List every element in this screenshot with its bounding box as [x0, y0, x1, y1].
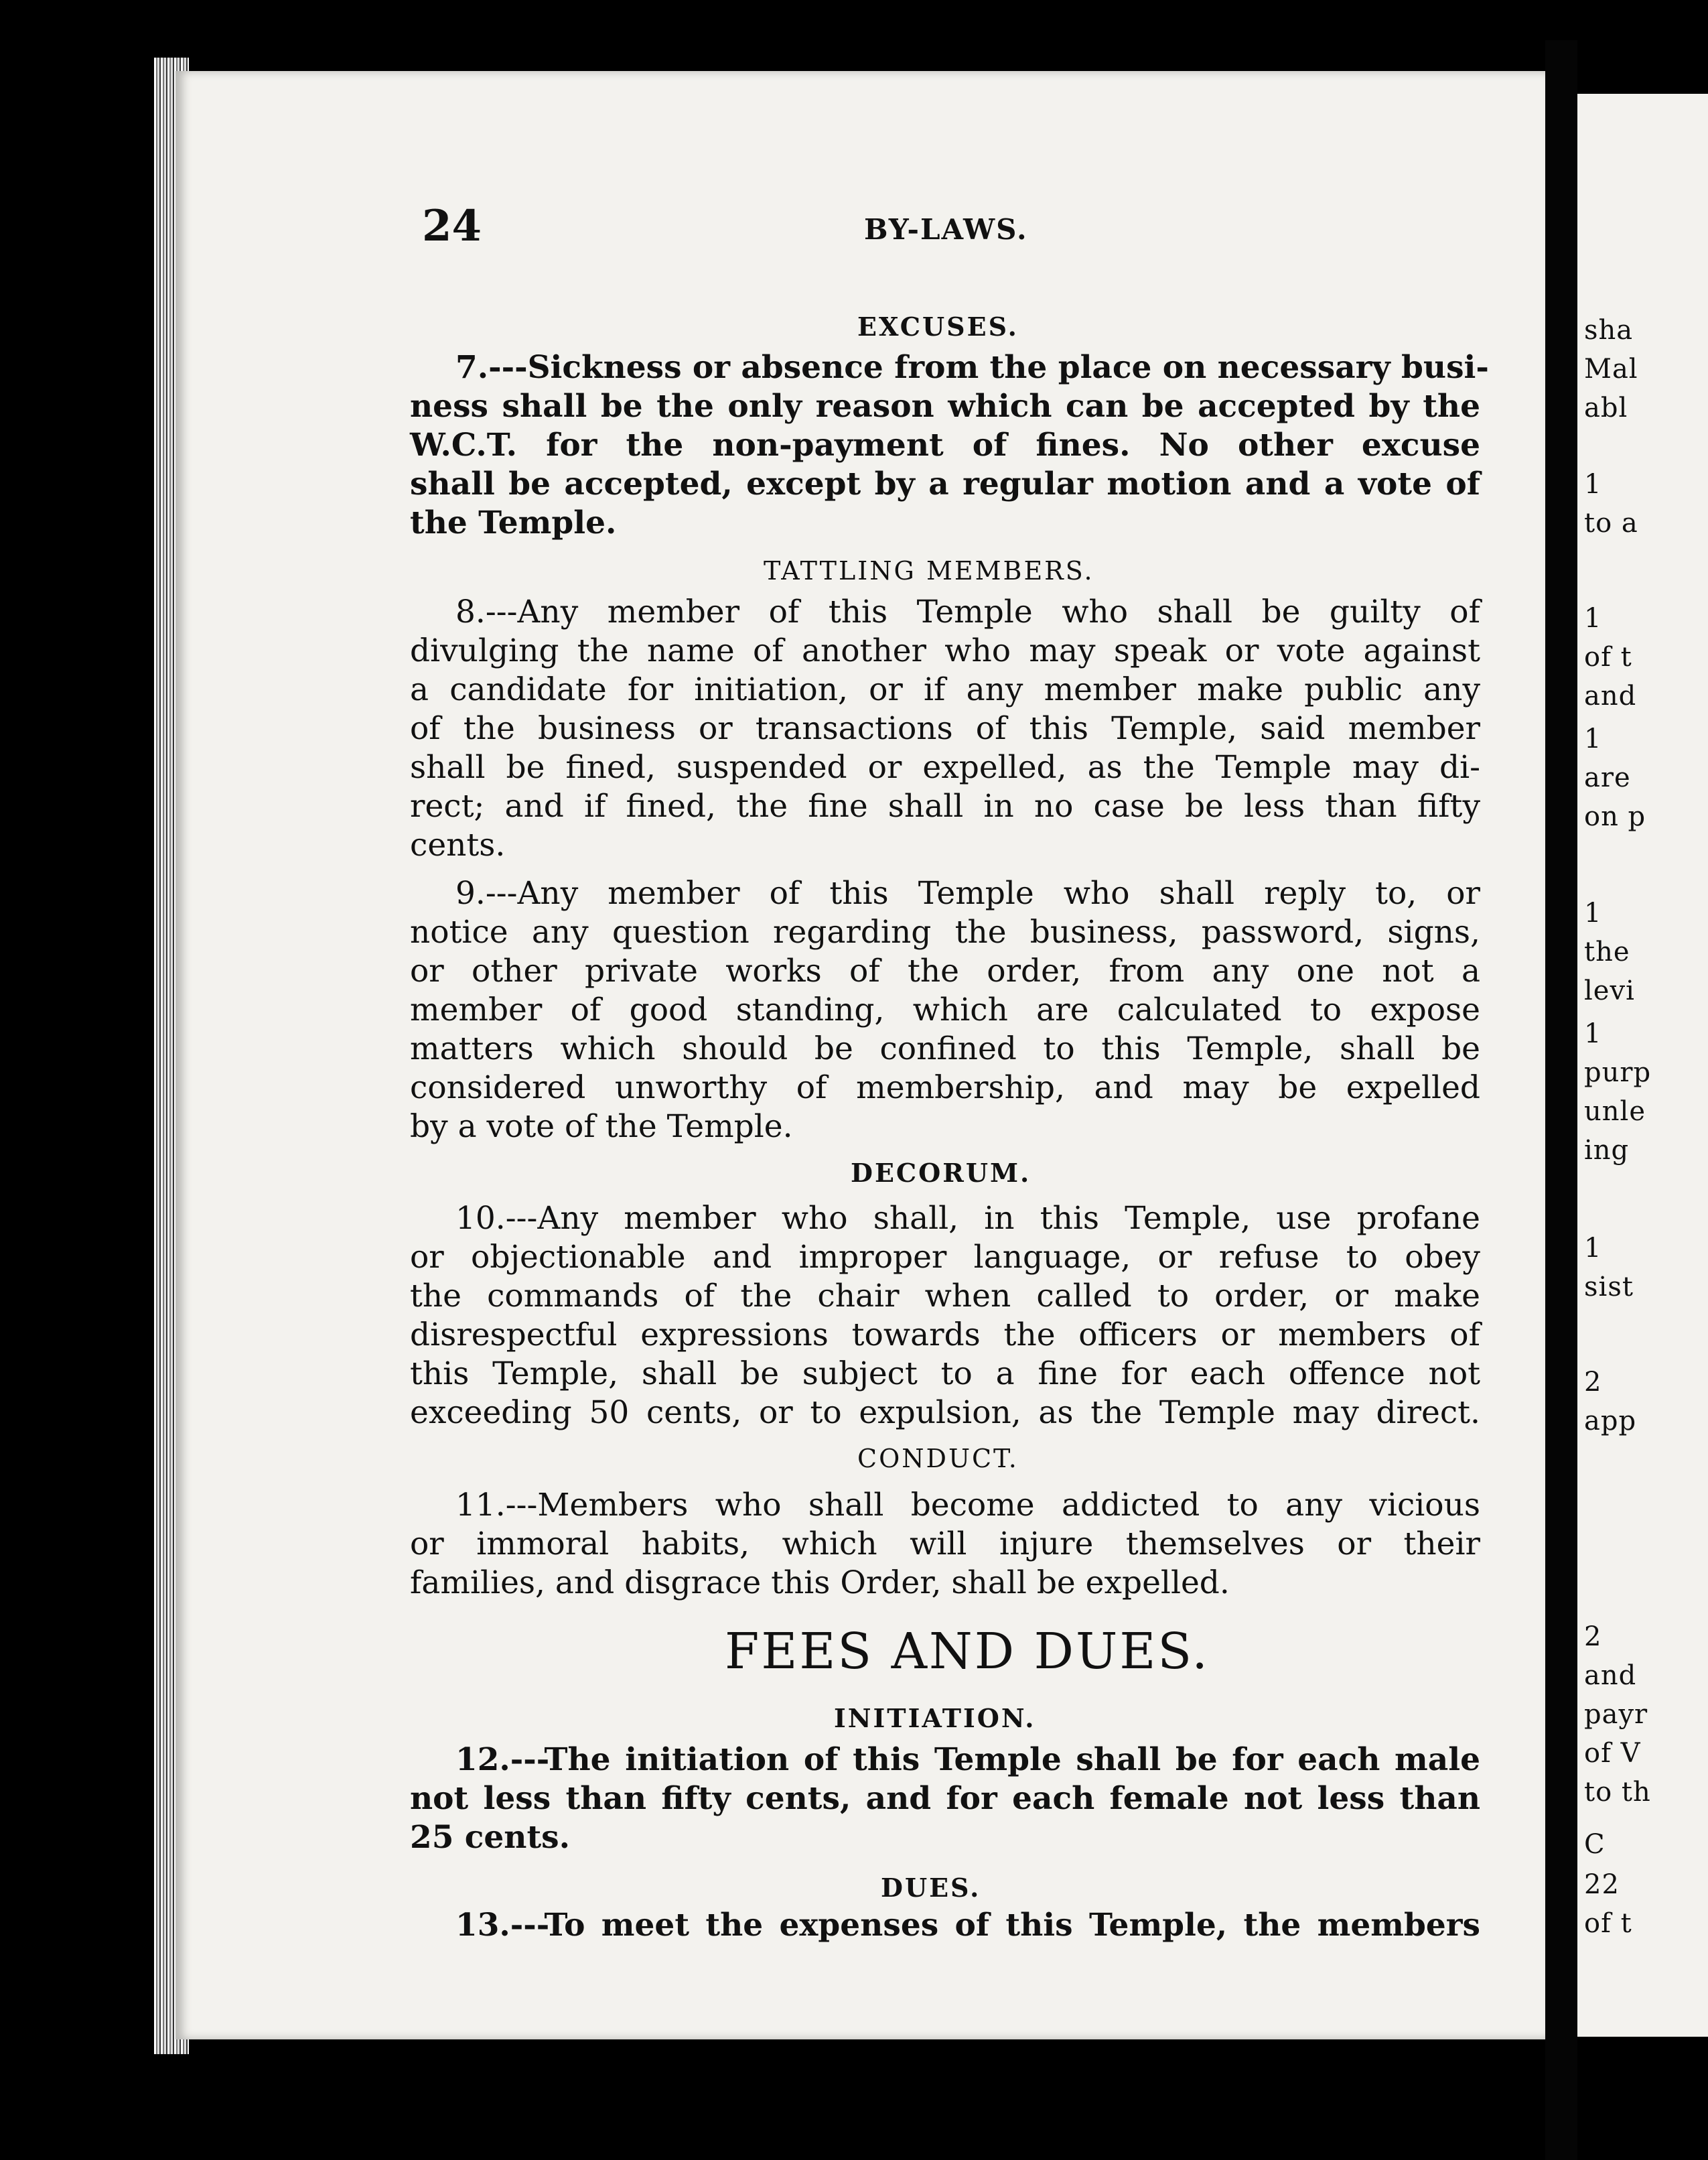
right-line: purp: [1584, 1057, 1652, 1088]
text-line: W.C.T. for the non-payment of fines. No other excuse: [410, 427, 1480, 464]
text-line: exceeding 50 cents, or to expulsion, as the Temple may direct.: [410, 1394, 1480, 1431]
right-line: sha: [1584, 315, 1634, 346]
text-line: 9.---Any member of this Temple who shall reply to, or: [455, 875, 1480, 912]
right-line: 2: [1584, 1367, 1602, 1398]
right-line: of V: [1584, 1738, 1641, 1769]
page-number: 24: [422, 201, 482, 251]
right-line: ing: [1584, 1135, 1630, 1166]
right-line: 1: [1584, 898, 1602, 929]
text-line: 13.---To meet the expenses of this Temple, the members: [455, 1907, 1480, 1944]
major-heading: FEES AND DUES.: [725, 1623, 1210, 1680]
right-line: levi: [1584, 975, 1635, 1006]
text-line: by a vote of the Temple.: [410, 1108, 793, 1145]
right-line: of t: [1584, 1908, 1632, 1939]
right-line: C: [1584, 1829, 1606, 1860]
text-line: this Temple, shall be subject to a fine for each offence not: [410, 1355, 1480, 1392]
book-gutter: [1545, 40, 1577, 2160]
text-line: shall be accepted, except by a regular motion and a vote of: [410, 466, 1480, 502]
right-line: Mal: [1584, 354, 1638, 385]
right-line: of t: [1584, 642, 1632, 673]
text-line: 7.---Sickness or absence from the place on necessary busi-: [455, 349, 1489, 386]
right-line: 1: [1584, 1233, 1602, 1264]
right-line: are: [1584, 762, 1631, 793]
right-line: 22: [1584, 1869, 1620, 1900]
text-line: cents.: [410, 827, 506, 864]
text-line: rect; and if fined, the fine shall in no case be less than fifty: [410, 788, 1480, 825]
text-line: disrespectful expressions towards the officers or members of: [410, 1317, 1480, 1353]
right-line: 2: [1584, 1621, 1602, 1652]
text-line: 12.---The initiation of this Temple shall be for each male: [455, 1741, 1480, 1778]
right-line: 1: [1584, 724, 1602, 754]
right-line: unle: [1584, 1096, 1646, 1127]
right-line: abl: [1584, 393, 1628, 423]
right-line: the: [1584, 937, 1630, 967]
right-line: app: [1584, 1406, 1637, 1436]
text-line: member of good standing, which are calculated to expose: [410, 992, 1480, 1028]
text-line: shall be fined, suspended or expelled, as the Temple may di-: [410, 749, 1480, 786]
text-line: or other private works of the order, from any one not a: [410, 953, 1480, 990]
right-line: payr: [1584, 1699, 1648, 1730]
text-line: families, and disgrace this Order, shall be expelled.: [410, 1564, 1230, 1601]
text-line: the commands of the chair when called to order, or make: [410, 1278, 1480, 1314]
right-line: 1: [1584, 603, 1602, 634]
text-line: considered unworthy of membership, and may be expelled: [410, 1069, 1480, 1106]
right-line: 1: [1584, 469, 1602, 500]
right-line: sist: [1584, 1272, 1634, 1302]
text-line: a candidate for initiation, or if any member make public any: [410, 671, 1480, 708]
text-line: 10.---Any member who shall, in this Temple, use profane: [455, 1200, 1480, 1237]
text-line: or immoral habits, which will injure themselves or their: [410, 1526, 1480, 1562]
right-line: and: [1584, 681, 1637, 712]
text-line: the Temple.: [410, 504, 617, 541]
running-head: BY-LAWS.: [864, 213, 1028, 246]
text-line: 11.---Members who shall become addicted to any vicious: [455, 1487, 1480, 1524]
right-line: to th: [1584, 1777, 1651, 1808]
text-line: of the business or transactions of this Temple, said member: [410, 710, 1480, 747]
right-line: on p: [1584, 801, 1646, 832]
text-line: divulging the name of another who may speak or vote against: [410, 632, 1480, 669]
right-line: and: [1584, 1660, 1637, 1691]
text-line: 25 cents.: [410, 1819, 570, 1856]
right-line: to a: [1584, 508, 1638, 539]
text-line: matters which should be confined to this Temple, shall be: [410, 1030, 1480, 1067]
text-line: ness shall be the only reason which can be accepted by the: [410, 388, 1480, 425]
text-line: notice any question regarding the business, password, signs,: [410, 914, 1480, 951]
right-page-fragment: [1577, 94, 1708, 2037]
text-line: 8.---Any member of this Temple who shall be guilty of: [455, 594, 1480, 630]
right-line: 1: [1584, 1018, 1602, 1049]
text-line: not less than fifty cents, and for each female not less than: [410, 1780, 1480, 1817]
text-line: or objectionable and improper language, or refuse to obey: [410, 1239, 1480, 1276]
